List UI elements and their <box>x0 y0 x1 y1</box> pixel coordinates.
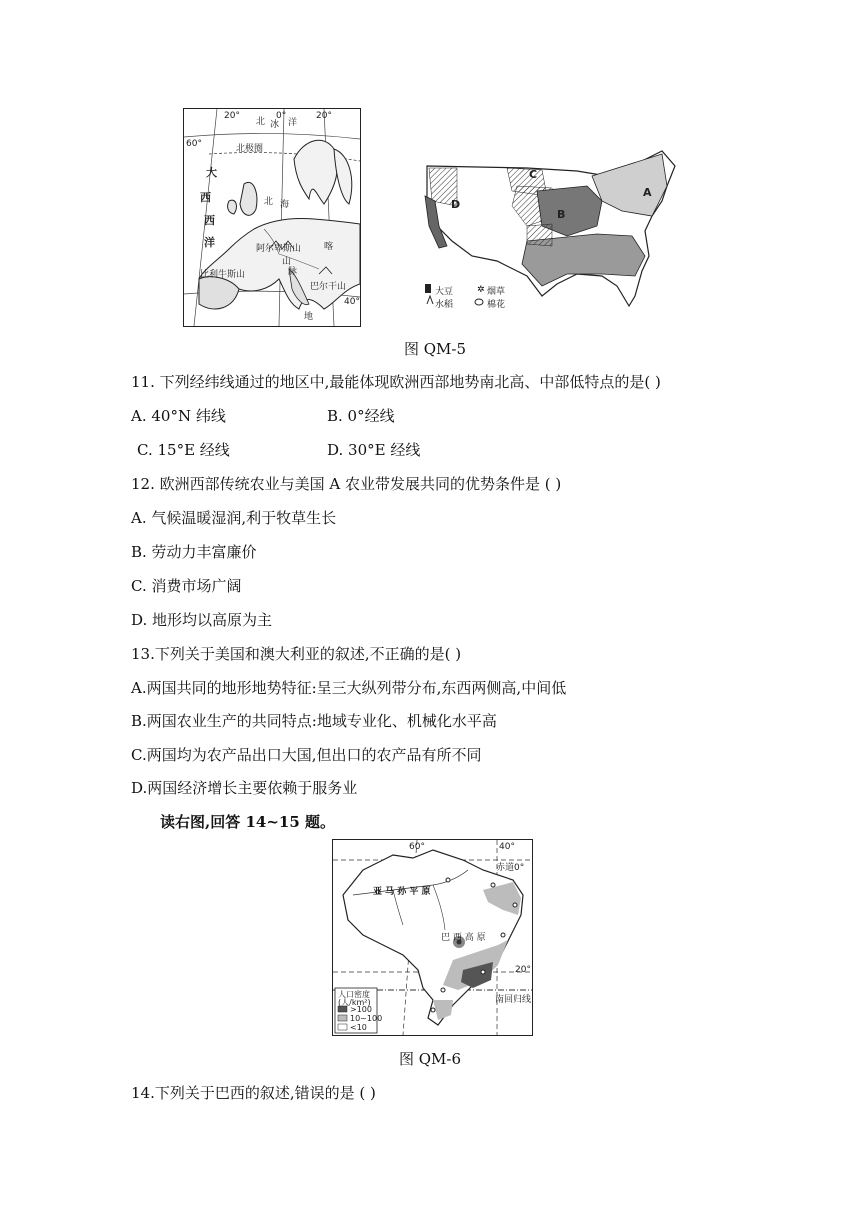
read-figure-instruction: 读右图,回答 14~15 题。 <box>160 813 335 831</box>
atlantic-label-1: 大 <box>206 166 217 179</box>
question-13-option-b: B.两国农业生产的共同特点:地域专业化、机械化水平高 <box>131 712 497 730</box>
legend-soybean: 大豆 <box>435 287 454 297</box>
question-11-option-c: C. 15°E 经线 <box>137 441 230 459</box>
pyrenees-label: 比利牛斯山 <box>200 270 246 280</box>
legend-cotton: 棉花 <box>487 300 506 310</box>
legend-unit: (人/km²) <box>338 998 371 1007</box>
atlantic-label-3: 西 <box>204 214 215 227</box>
north-sea-label-1: 北 <box>264 197 274 207</box>
usa-region-a-label: A <box>643 186 652 199</box>
equator-label: 赤道0° <box>496 863 525 873</box>
svg-text:✲: ✲ <box>477 285 485 295</box>
question-12-stem: 12. 欧洲西部传统农业与美国 A 农业带发展共同的优势条件是 ( ) <box>131 475 562 493</box>
question-13-option-d: D.两国经济增长主要依赖于服务业 <box>131 779 358 797</box>
question-11-stem: 11. 下列经纬线通过的地区中,最能体现欧洲西部地势南北高、中部低特点的是( ) <box>131 373 661 391</box>
legend-low: <10 <box>350 1023 367 1032</box>
lon-20w-label: 20° <box>224 111 240 121</box>
legend-medium: 10~100 <box>350 1014 383 1023</box>
usa-region-c-label: C <box>529 168 538 181</box>
usa-region-b-label: B <box>557 208 566 221</box>
lon-0-label: 0° <box>276 111 287 121</box>
question-13-stem: 13.下列关于美国和澳大利亚的叙述,不正确的是( ) <box>131 645 462 663</box>
lon-40-label: 40° <box>499 842 515 852</box>
arctic-circle-label: 北极圈 <box>236 144 264 154</box>
europe-map <box>183 108 361 327</box>
mediterranean-label: 地 <box>304 312 314 322</box>
alps-label: 阿尔卑斯山 <box>256 244 302 254</box>
figure-qm6-caption: 图 QM-6 <box>398 1050 462 1068</box>
tropic-capricorn-label: 南回归线 <box>495 995 532 1005</box>
lon-60-label: 60° <box>409 842 425 852</box>
question-12-option-d: D. 地形均以高原为主 <box>131 611 273 629</box>
brazil-plateau-label: 巴 西 高 原 <box>441 933 486 943</box>
question-12-option-b: B. 劳动力丰富廉价 <box>131 543 257 561</box>
question-14-stem: 14.下列关于巴西的叙述,错误的是 ( ) <box>131 1084 376 1102</box>
question-11-option-a: A. 40°N 纬线 <box>131 407 226 425</box>
question-11-option-d: D. 30°E 经线 <box>327 441 421 459</box>
lat-40-label: 40° <box>344 297 360 307</box>
question-12-option-a: A. 气候温暖湿润,利于牧草生长 <box>131 509 337 527</box>
carpathian-label: 喀 <box>324 242 334 252</box>
balkan-label: 巴尔干山 <box>310 282 347 292</box>
arctic-ocean-label-1: 北 <box>256 117 266 127</box>
mountain-label-2: 脉 <box>288 267 298 277</box>
atlantic-label-4: 洋 <box>204 236 215 249</box>
question-12-option-c: C. 消费市场广阔 <box>131 577 242 595</box>
legend-tobacco: 烟草 <box>487 287 506 297</box>
brazil-map <box>332 839 533 1036</box>
usa-map-drawing <box>417 146 687 316</box>
usa-map <box>417 146 687 316</box>
question-11-option-b: B. 0°经线 <box>327 407 395 425</box>
lat-60-label: 60° <box>186 139 202 149</box>
lat-20-label: 20° <box>515 965 531 975</box>
atlantic-label-2: 西 <box>200 191 211 204</box>
legend-title: 人口密度 <box>338 990 370 999</box>
legend-rice: 水稻 <box>435 300 454 310</box>
north-sea-label-2: 海 <box>280 200 290 210</box>
figure-qm5-caption: 图 QM-5 <box>403 340 467 358</box>
usa-region-d-label: D <box>451 198 461 211</box>
question-13-option-c: C.两国均为农产品出口大国,但出口的农产品有所不同 <box>131 746 482 764</box>
mountain-label-1: 山 <box>282 257 292 267</box>
legend-high: >100 <box>350 1005 372 1014</box>
amazon-plain-label: 亚 马 孙 平 原 <box>373 887 431 897</box>
lon-20e-label: 20° <box>316 111 332 121</box>
arctic-ocean-label-3: 洋 <box>288 118 298 128</box>
question-13-option-a: A.两国共同的地形地势特征:呈三大纵列带分布,东西两侧高,中间低 <box>131 679 567 697</box>
arctic-ocean-label-2: 冰 <box>270 120 280 130</box>
